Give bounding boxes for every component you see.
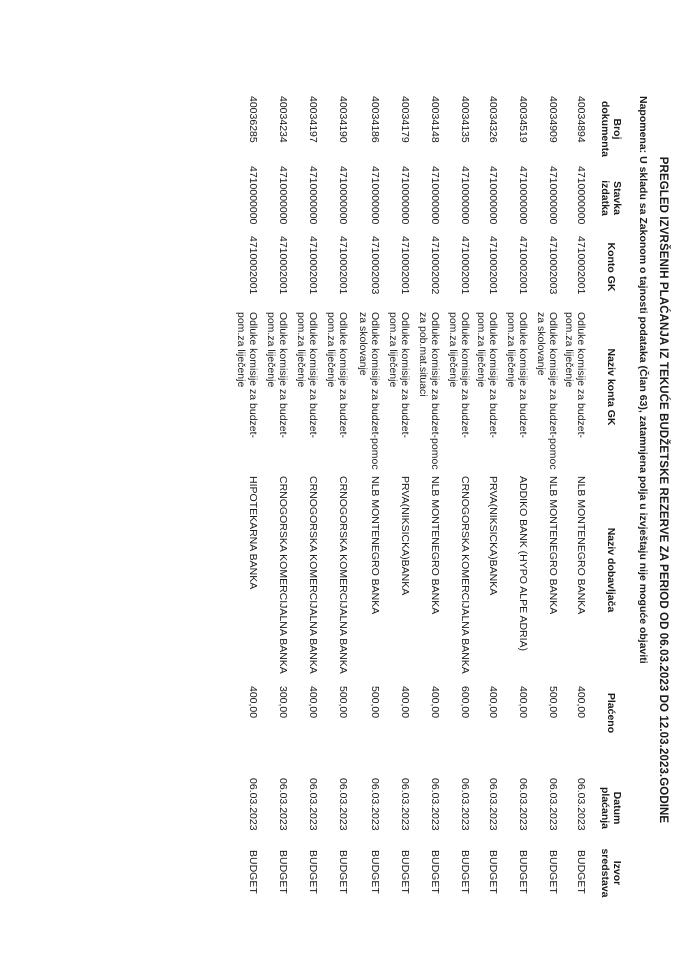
cell-broj-dokumenta: 40034909 xyxy=(547,96,559,143)
cell-izvor-sredstava: BUDGET xyxy=(399,850,411,894)
cell-datum-placanja: 06.03.2023 xyxy=(307,778,319,831)
cell-izvor-sredstava: BUDGET xyxy=(247,850,259,894)
cell-broj-dokumenta: 40034186 xyxy=(369,96,381,143)
cell-broj-dokumenta: 40036285 xyxy=(247,96,259,143)
cell-naziv-dobavljaca: CRNOGORSKA KOMERCIJALNA BANKA xyxy=(307,476,319,674)
cell-stavka-izdatka: 4710000000 xyxy=(487,166,499,225)
cell-konto-gk: 4710002002 xyxy=(429,236,441,295)
cell-konto-gk: 4710002001 xyxy=(247,236,259,295)
cell-naziv-dobavljaca: ADDIKO BANK (HYPO ALPE ADRIA) xyxy=(517,476,529,652)
cell-datum-placanja: 06.03.2023 xyxy=(459,778,471,831)
cell-naziv-dobavljaca: NLB MONTENEGRO BANKA xyxy=(369,476,381,615)
cell-stavka-izdatka: 4710000000 xyxy=(575,166,587,225)
cell-naziv-dobavljaca: CRNOGORSKA KOMERCIJALNA BANKA xyxy=(459,476,471,674)
report-note: Napomena: U skladu sa Zakonom o tajnosti podataka (Član 63), zatamnjena polja u izvještaju nije moguće objaviti xyxy=(637,96,649,664)
cell-datum-placanja: 06.03.2023 xyxy=(277,778,289,831)
cell-datum-placanja: 06.03.2023 xyxy=(399,778,411,831)
cell-broj-dokumenta: 40034148 xyxy=(429,96,441,143)
cell-naziv-konta-gk: Odluke komisije za budzet-pom.za liječenje xyxy=(325,312,349,439)
cell-konto-gk: 4710002001 xyxy=(487,236,499,295)
cell-broj-dokumenta: 40034894 xyxy=(575,96,587,143)
cell-stavka-izdatka: 4710000000 xyxy=(277,166,289,225)
cell-izvor-sredstava: BUDGET xyxy=(575,850,587,894)
cell-datum-placanja: 06.03.2023 xyxy=(369,778,381,831)
cell-naziv-konta-gk: Odluke komisije za budzet-pom.za liječenje xyxy=(505,312,529,439)
cell-konto-gk: 4710002001 xyxy=(575,236,587,295)
cell-placeno: 600,00 xyxy=(459,686,471,719)
cell-naziv-dobavljaca: CRNOGORSKA KOMERCIJALNA BANKA xyxy=(277,476,289,674)
cell-naziv-dobavljaca: NLB MONTENEGRO BANKA xyxy=(429,476,441,615)
cell-datum-placanja: 06.03.2023 xyxy=(575,778,587,831)
header-datum-placanja: Datum plaćanja xyxy=(599,786,623,830)
cell-datum-placanja: 06.03.2023 xyxy=(337,778,349,831)
cell-izvor-sredstava: BUDGET xyxy=(307,850,319,894)
cell-naziv-konta-gk: Odluke komisije za budzet-pom.za liječenje xyxy=(235,312,259,439)
cell-broj-dokumenta: 40034197 xyxy=(307,96,319,143)
cell-stavka-izdatka: 4710000000 xyxy=(337,166,349,225)
cell-placeno: 500,00 xyxy=(547,686,559,719)
cell-naziv-konta-gk: Odluke komisije za budzet-pom.za liječenje xyxy=(447,312,471,439)
cell-broj-dokumenta: 40034519 xyxy=(517,96,529,143)
header-izvor-sredstava: Izvor sredstava xyxy=(599,848,623,898)
cell-izvor-sredstava: BUDGET xyxy=(517,850,529,894)
cell-stavka-izdatka: 4710000000 xyxy=(517,166,529,225)
cell-stavka-izdatka: 4710000000 xyxy=(547,166,559,225)
header-broj-dokumenta: Broj dokumenta xyxy=(599,100,623,157)
cell-izvor-sredstava: BUDGET xyxy=(429,850,441,894)
cell-konto-gk: 4710002001 xyxy=(277,236,289,295)
cell-izvor-sredstava: BUDGET xyxy=(547,850,559,894)
header-stavka-izdatka: Stavka izdatka xyxy=(599,180,623,216)
cell-stavka-izdatka: 4710000000 xyxy=(247,166,259,225)
cell-broj-dokumenta: 40034234 xyxy=(277,96,289,143)
cell-naziv-konta-gk: Odluke komisije za budzet-pomoc za skolovanje xyxy=(357,312,381,470)
cell-datum-placanja: 06.03.2023 xyxy=(517,778,529,831)
cell-placeno: 400,00 xyxy=(575,686,587,719)
cell-placeno: 400,00 xyxy=(517,686,529,719)
cell-datum-placanja: 06.03.2023 xyxy=(429,778,441,831)
cell-naziv-konta-gk: Odluke komisije za budzet-pomoc za skolovanje xyxy=(535,312,559,470)
header-placeno: Plaćeno xyxy=(605,692,617,734)
cell-datum-placanja: 06.03.2023 xyxy=(247,778,259,831)
cell-placeno: 400,00 xyxy=(429,686,441,719)
cell-stavka-izdatka: 4710000000 xyxy=(429,166,441,225)
cell-konto-gk: 4710002003 xyxy=(547,236,559,295)
report-title: PREGLED IZVRŠENIH PLAĆANJA IZ TEKUĆE BUDŽETSKE REZERVE ZA PERIOD OD 06.03.2023 DO 12.03.2023.GODINE xyxy=(657,156,669,824)
cell-konto-gk: 4710002001 xyxy=(459,236,471,295)
cell-placeno: 400,00 xyxy=(307,686,319,719)
cell-izvor-sredstava: BUDGET xyxy=(459,850,471,894)
cell-stavka-izdatka: 4710000000 xyxy=(399,166,411,225)
cell-izvor-sredstava: BUDGET xyxy=(337,850,349,894)
cell-konto-gk: 4710002001 xyxy=(337,236,349,295)
header-konto-gk: Konto GK xyxy=(605,242,617,292)
cell-naziv-dobavljaca: NLB MONTENEGRO BANKA xyxy=(575,476,587,615)
cell-placeno: 300,00 xyxy=(277,686,289,719)
cell-placeno: 500,00 xyxy=(369,686,381,719)
cell-stavka-izdatka: 4710000000 xyxy=(369,166,381,225)
cell-placeno: 400,00 xyxy=(247,686,259,719)
cell-broj-dokumenta: 40034179 xyxy=(399,96,411,143)
cell-izvor-sredstava: BUDGET xyxy=(369,850,381,894)
header-naziv-dobavljaca: Naziv dobavljača xyxy=(605,527,617,613)
cell-naziv-dobavljaca: NLB MONTENEGRO BANKA xyxy=(547,476,559,615)
cell-naziv-konta-gk: Odluke komisije za budzet-pom.za liječenje xyxy=(563,312,587,439)
cell-izvor-sredstava: BUDGET xyxy=(277,850,289,894)
cell-konto-gk: 4710002001 xyxy=(307,236,319,295)
cell-broj-dokumenta: 40034326 xyxy=(487,96,499,143)
cell-stavka-izdatka: 4710000000 xyxy=(459,166,471,225)
cell-naziv-konta-gk: Odluke komisije za budzet-pom.za liječenje xyxy=(265,312,289,439)
cell-konto-gk: 4710002001 xyxy=(399,236,411,295)
cell-naziv-konta-gk: Odluke komisije za budzet-pomoc za pob.mat.situaci xyxy=(417,312,441,470)
cell-naziv-dobavljaca: PRVA(NIKSICKA)BANKA xyxy=(487,476,499,596)
cell-naziv-dobavljaca: PRVA(NIKSICKA)BANKA xyxy=(399,476,411,596)
cell-placeno: 500,00 xyxy=(337,686,349,719)
cell-broj-dokumenta: 40034190 xyxy=(337,96,349,143)
cell-konto-gk: 4710002001 xyxy=(517,236,529,295)
cell-naziv-dobavljaca: HIPOTEKARNA BANKA xyxy=(247,476,259,590)
cell-datum-placanja: 06.03.2023 xyxy=(547,778,559,831)
cell-naziv-konta-gk: Odluke komisije za budzet-pom.za liječenje xyxy=(387,312,411,439)
cell-naziv-dobavljaca: CRNOGORSKA KOMERCIJALNA BANKA xyxy=(337,476,349,674)
cell-konto-gk: 4710002003 xyxy=(369,236,381,295)
cell-placeno: 400,00 xyxy=(399,686,411,719)
cell-placeno: 400,00 xyxy=(487,686,499,719)
cell-broj-dokumenta: 40034135 xyxy=(459,96,471,143)
cell-stavka-izdatka: 4710000000 xyxy=(307,166,319,225)
cell-datum-placanja: 06.03.2023 xyxy=(487,778,499,831)
header-naziv-konta-gk: Naziv konta GK xyxy=(605,348,617,426)
cell-izvor-sredstava: BUDGET xyxy=(487,850,499,894)
cell-naziv-konta-gk: Odluke komisije za budzet-pom.za liječenje xyxy=(295,312,319,439)
cell-naziv-konta-gk: Odluke komisije za budzet-pom.za liječenje xyxy=(475,312,499,439)
